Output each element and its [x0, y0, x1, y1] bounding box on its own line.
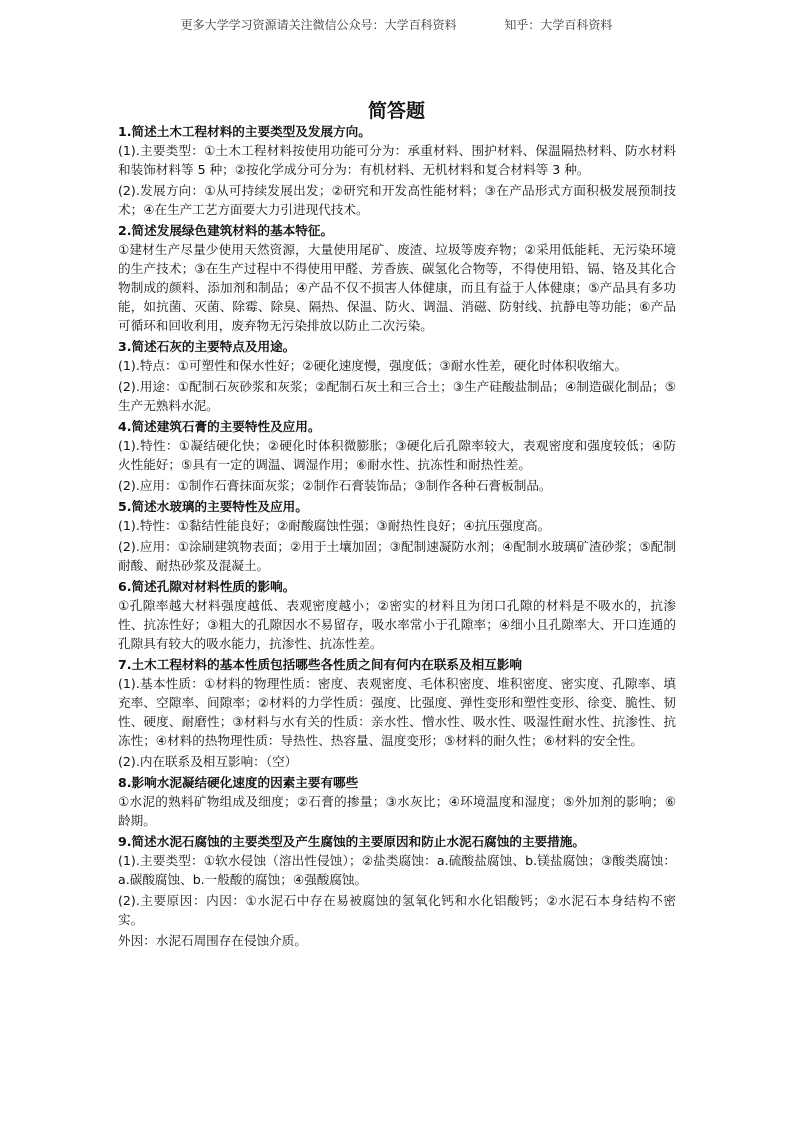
- document-body: [118, 122, 676, 952]
- answer-paragraph: (1).主要类型：①土木工程材料按使用功能可分为：承重材料、围护材料、保温隔热材料、防水材料和装饰材料等 5 种；②按化学成分可分为：有机材料、无机材料和复合材料等 3 种。: [118, 143, 676, 177]
- answer-paragraph: (2).内在联系及相互影响：（空）: [118, 754, 298, 769]
- answer-paragraph: ①孔隙率越大材料强度越低、表观密度越小；②密实的材料且为闭口孔隙的材料是不吸水的，抗渗性、抗冻性好；③粗大的孔隙因水不易留存，吸水率常小于孔隙率；④细小且孔隙率大、开口连通的孔隙具有较大的吸水能力，抗渗性、抗冻性差。: [118, 598, 676, 651]
- answer-paragraph: (1).特点：①可塑性和保水性好；②硬化速度慢，强度低；③耐水性差，硬化时体积收缩大。: [118, 358, 628, 373]
- answer-paragraph: (2).用途：①配制石灰砂浆和灰浆；②配制石灰土和三合土；③生产硅酸盐制品；④制造碳化制品；⑤生产无熟料水泥。: [118, 379, 676, 413]
- question-heading: 9.简述水泥石腐蚀的主要类型及产生腐蚀的主要原因和防止水泥石腐蚀的主要措施。: [118, 834, 585, 849]
- answer-paragraph: (2).应用：①涂刷建筑物表面；②用于土壤加固；③配制速凝防水剂；④配制水玻璃矿渣砂浆；⑤配制耐酸、耐热砂浆及混凝土。: [118, 539, 676, 573]
- answer-paragraph: (1).基本性质：①材料的物理性质：密度、表观密度、毛体积密度、堆积密度、密实度、孔隙率、填充率、空隙率、间隙率；②材料的力学性质：强度、比强度、弹性变形和塑性变形、徐变、脆性、韧性、硬度、耐磨性；③材料与水有关的性质：亲水性、憎水性、吸水性、吸湿性耐水性、抗渗性、抗冻性；④材料的热物理性质：导热性、热容量、温度变形；⑤材料的耐久性；⑥材料的安全性。: [118, 676, 676, 748]
- answer-paragraph: (1).特性：①黏结性能良好；②耐酸腐蚀性强；③耐热性良好；④抗压强度高。: [118, 518, 551, 533]
- question-heading: 4.简述建筑石膏的主要特性及应用。: [118, 419, 321, 434]
- answer-paragraph: (2).应用：①制作石膏抹面灰浆；②制作石膏装饰品；③制作各种石膏板制品。: [118, 478, 552, 493]
- answer-paragraph: (2).主要原因：内因：①水泥石中存在易被腐蚀的氢氧化钙和水化铝酸钙；②水泥石本身结构不密实。: [118, 893, 676, 927]
- page-header: [0, 16, 793, 33]
- answer-paragraph: 外因：水泥石周围存在侵蚀介质。: [118, 933, 307, 948]
- question-heading: 7.土木工程材料的基本性质包括哪些各性质之间有何内在联系及相互影响: [118, 657, 522, 672]
- answer-paragraph: ①建材生产尽量少使用天然资源，大量使用尾矿、废渣、垃圾等废弃物；②采用低能耗、无污染环境的生产技术；③在生产过程中不得使用甲醛、芳香族、碳氢化合物等，不得使用铅、镉、铬及其化合物制成的颜料、添加剂和制品；④产品不仅不损害人体健康，而且有益于人体健康；⑤产品具有多功能，如抗菌、灭菌、除霉、除臭、隔热、保温、防火、调温、消磁、防射线、抗静电等功能；⑥产品可循环和回收利用，废弃物无污染排放以防止二次污染。: [118, 242, 676, 333]
- question-heading: 1.简述土木工程材料的主要类型及发展方向。: [118, 124, 371, 139]
- question-heading: 5.简述水玻璃的主要特性及应用。: [118, 499, 308, 514]
- question-heading: 8.影响水泥凝结硬化速度的因素主要有哪些: [118, 775, 359, 790]
- answer-paragraph: ①水泥的熟料矿物组成及细度；②石膏的掺量；③水灰比；④环境温度和湿度；⑤外加剂的影响；⑥龄期。: [118, 794, 676, 828]
- answer-paragraph: (2).发展方向：①从可持续发展出发；②研究和开发高性能材料；③在产品形式方面积极发展预制技术；④在生产工艺方面要大力引进现代技术。: [118, 183, 676, 217]
- question-heading: 2.简述发展绿色建筑材料的基本特征。: [118, 223, 334, 238]
- question-heading: 6.简述孔隙对材料性质的影响。: [118, 579, 296, 594]
- header-wechat-text: 更多大学学习资源请关注微信公众号：大学百科资料: [180, 18, 457, 32]
- answer-paragraph: (1).特性：①凝结硬化快；②硬化时体积微膨胀；③硬化后孔隙率较大，表观密度和强度较低；④防火性能好；⑤具有一定的调温、调湿作用；⑥耐水性、抗冻性和耐热性差。: [118, 438, 676, 472]
- answer-paragraph: (1).主要类型：①软水侵蚀（溶出性侵蚀）；②盐类腐蚀：a.硫酸盐腐蚀、b.镁盐腐蚀；③酸类腐蚀：a.碳酸腐蚀、b.一般酸的腐蚀；④强酸腐蚀。: [118, 853, 676, 887]
- page-title: 简答题: [367, 100, 425, 122]
- header-zhihu-text: 知乎：大学百科资料: [504, 18, 613, 32]
- question-heading: 3.简述石灰的主要特点及用途。: [118, 339, 296, 354]
